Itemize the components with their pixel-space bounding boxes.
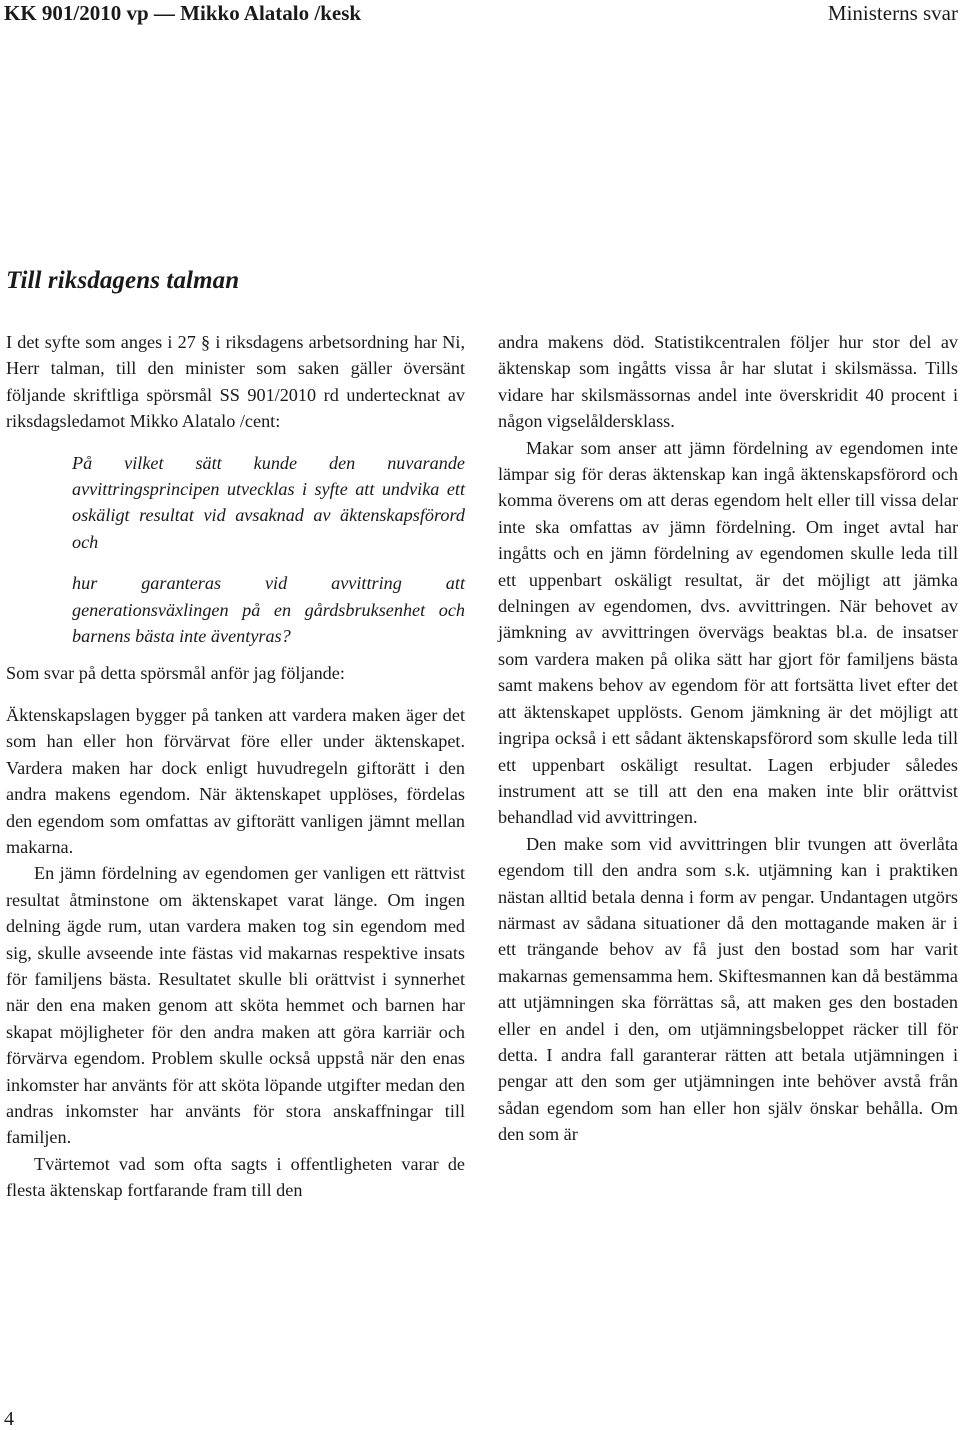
body-paragraph: Den make som vid avvittringen blir tvungen att överlåta egendom till den andra som s.k. utjämning kan i praktiken nästan alltid betala denna i form av pengar. Undantagen utgörs närmast av sådana situationer då den mottagande maken är i ett trängande behov av få just den bostad som har varit makarnas gemensamma hem. Skiftesmannen kan då bestämma att utjämningen ska förrättas så, att maken ges den bostaden eller en andel i den, om utjämningsbeloppet räcker till för detta. I andra fall garanterar rätten att betala utjämningen i pengar att den som ger utjämningen inte behöver avstå från sådan egendom som han eller hon själv önskar behålla. Om den som är [498, 833, 958, 1145]
page-number: 4 [4, 1408, 14, 1430]
body-paragraph: Makar som anser att jämn fördelning av egendomen inte lämpar sig för deras äktenskap kan ingå äktenskapsförord och komma överens om att deras egendom helt eller till vissa delar inte ska omfattas av jämn fördelning. Om inget avtal har ingåtts och en jämn fördelning av egendomen skulle leda till ett uppenbart oskäligt resultat, är det möjligt att jämka delningen av egendomen, dvs. avvittringen. När behovet av jämkning av avvittringen övervägs beaktas bl.a. de insatser som vardera maken på olika sätt har gjort för familjens bästa samt makens behov av egendom för att fortsätta livet efter det att äktenskapet upplösts. Genom jämkning är det möjligt att ingripa också i ett sådant äktenskapsförord som skulle leda till ett uppenbart oskäligt resultat. Lagen erbjuder således instrument att se till att den ena maken inte blir orättvist behandlad vid avvittringen. [498, 437, 958, 828]
section-label: Ministerns svar [827, 1, 958, 25]
body-paragraph: En jämn fördelning av egendomen ger vanligen ett rättvist resultat åtminstone om äktenskapet varat länge. Om ingen delning ägde rum, utan vardera maken tog sin egendom med sig, skulle avseende inte fästas vid makarnas respektive insats för familjens bästa. Resultatet skulle bli orättvist i synnerhet när den ena maken genom att sköta hemmet och barnen har skapat möjligheter för den andra maken att göra karriär och förvärva egendom. Problem skulle också uppstå när den enas inkomster har använts för att sköta löpande utgifter medan den andras inkomster har använts för stora anskaffningar till familjen. [6, 863, 465, 1148]
page-title: Till riksdagens talman [6, 267, 240, 294]
answer-intro: Som svar på detta spörsmål anför jag följande: [6, 663, 345, 684]
right-column [498, 329, 958, 1148]
question-one: På vilket sätt kunde den nuvarande avvittringsprincipen utvecklas i syfte att undvika ett oskäligt resultat vid avsaknad av äktenskapsförord och [72, 452, 465, 552]
left-column [6, 329, 465, 1204]
body-paragraph: andra makens död. Statistikcentralen följer hur stor del av äktenskap som ingåtts vissa år har slutat i skilsmässa. Tills vidare har skilsmässornas andel inte överskridit 40 procent i någon vigselåldersklass. [498, 332, 958, 432]
intro-paragraph: I det syfte som anges i 27 § i riksdagens arbetsordning har Ni, Herr talman, till den minister som saken gäller översänt följande skriftliga spörsmål SS 901/2010 rd undertecknat av riksdagsledamot Mikko Alatalo /cent: [6, 332, 465, 432]
document-reference: KK 901/2010 vp — Mikko Alatalo /kesk [4, 1, 362, 25]
question-two: hur garanteras vid avvittring att generationsväxlingen på en gårdsbruksenhet och barnens bästa inte äventyras? [72, 573, 465, 647]
body-paragraph: Tvärtemot vad som ofta sagts i offentligheten varar de flesta äktenskap fortfarande fram till den [6, 1153, 465, 1201]
body-paragraph: Äktenskapslagen bygger på tanken att vardera maken äger det som han eller hon förvärvat före eller under äktenskapet. Vardera maken har dock enligt huvudregeln giftorätt i den andra makens egendom. När äktenskapet upplöses, fördelas den egendom som omfattas av giftorätt vanligen jämnt mellan makarna. [6, 704, 465, 857]
